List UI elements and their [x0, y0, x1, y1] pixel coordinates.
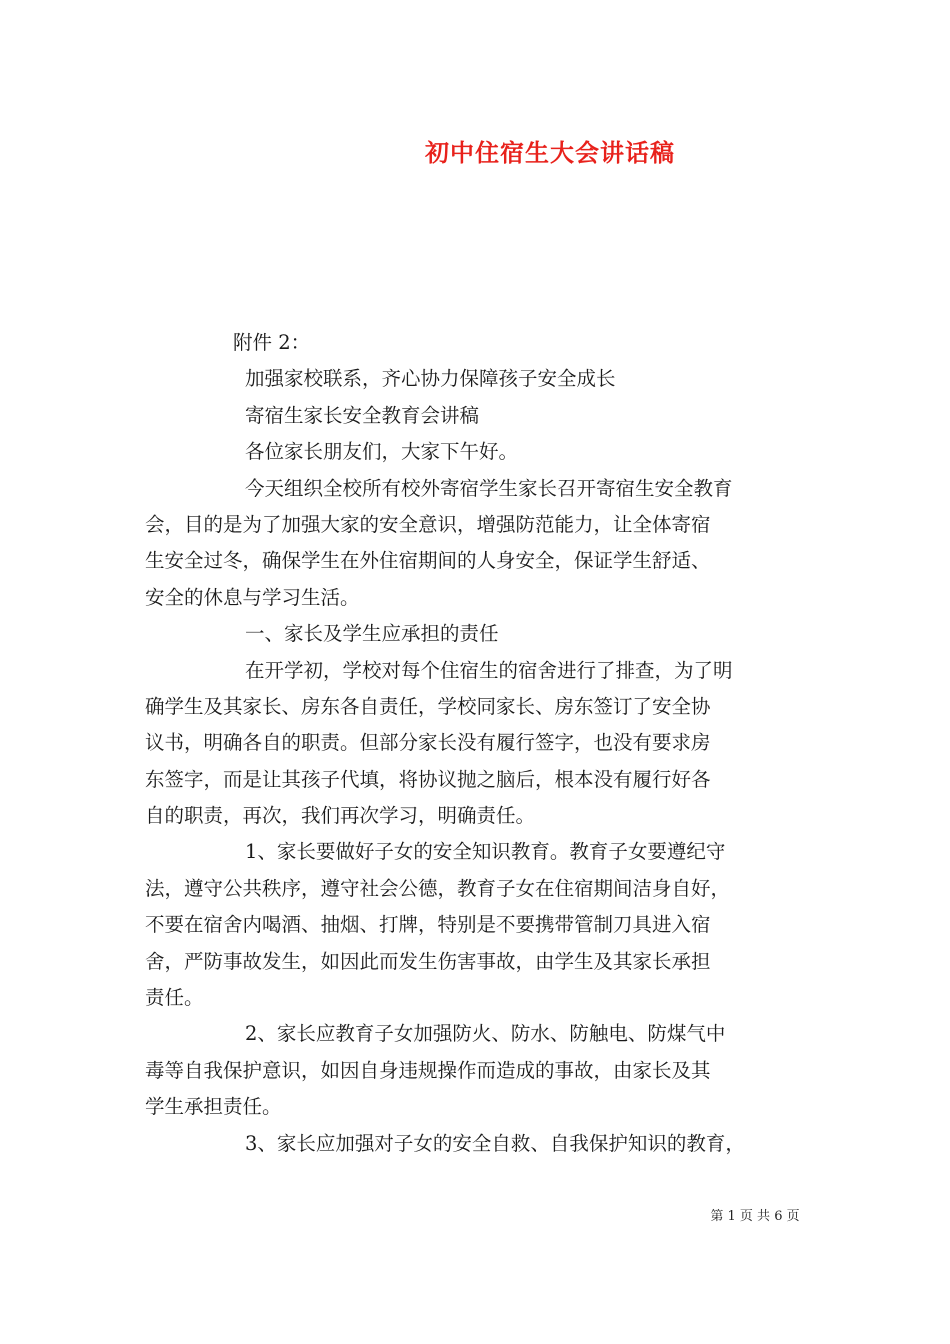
paragraph-line: 自的职责，再次，我们再次学习，明确责任。 — [145, 804, 536, 828]
paragraph-line: 舍，严防事故发生，如因此而发生伤害事故，由学生及其家长承担 — [145, 949, 711, 973]
document-title-wrap — [0, 133, 950, 168]
paragraph-responsibility — [145, 653, 805, 835]
paragraph-line: 学生承担责任。 — [145, 1095, 282, 1119]
page-footer: 第 1 页 共 6 页 — [710, 1209, 800, 1224]
greeting: 各位家长朋友们，大家下午好。 — [245, 440, 519, 464]
subtitle-main: 加强家校联系，齐心协力保障孩子安全成长 — [245, 367, 616, 391]
item-3 — [145, 1126, 805, 1162]
paragraph-line: 不要在宿舍内喝酒、抽烟、打牌，特别是不要携带管制刀具进入宿 — [145, 913, 711, 937]
paragraph-line: 1、家长要做好子女的安全知识教育。教育子女要遵纪守 — [245, 840, 726, 864]
paragraph-line: 议书，明确各自的职责。但部分家长没有履行签字，也没有要求房 — [145, 731, 711, 755]
paragraph-line: 责任。 — [145, 986, 204, 1010]
paragraph-line: 确学生及其家长、房东各自责任，学校同家长、房东签订了安全协 — [145, 694, 711, 718]
section-heading: 一、家长及学生应承担的责任 — [245, 622, 499, 646]
subtitle-speech: 寄宿生家长安全教育会讲稿 — [245, 403, 480, 427]
paragraph-line: 东签字，而是让其孩子代填，将协议抛之脑后，根本没有履行好各 — [145, 767, 711, 791]
paragraph-line: 法，遵守公共秩序，遵守社会公德，教育子女在住宿期间洁身自好， — [145, 876, 731, 900]
document-body — [145, 325, 805, 1162]
paragraph-line: 会，目的是为了加强大家的安全意识，增强防范能力，让全体寄宿 — [145, 512, 711, 536]
paragraph-line: 2、家长应教育子女加强防火、防水、防触电、防煤气中 — [245, 1022, 726, 1046]
item-1 — [145, 834, 805, 1016]
item-2 — [145, 1016, 805, 1125]
paragraph-line: 毒等自我保护意识，如因自身违规操作而造成的事故，由家长及其 — [145, 1058, 711, 1082]
paragraph-line: 在开学初，学校对每个住宿生的宿舍进行了排查，为了明 — [245, 658, 733, 682]
document-title: 初中住宿生大会讲话稿 — [425, 139, 675, 167]
paragraph-intro — [145, 471, 805, 617]
paragraph-line: 生安全过冬，确保学生在外住宿期间的人身安全，保证学生舒适、 — [145, 549, 711, 573]
attachment-label: 附件 2： — [233, 331, 311, 354]
paragraph-line: 今天组织全校所有校外寄宿学生家长召开寄宿生安全教育 — [245, 476, 733, 500]
paragraph-line: 安全的休息与学习生活。 — [145, 585, 360, 609]
paragraph-line: 3、家长应加强对子女的安全自救、自我保护知识的教育， — [245, 1131, 745, 1155]
